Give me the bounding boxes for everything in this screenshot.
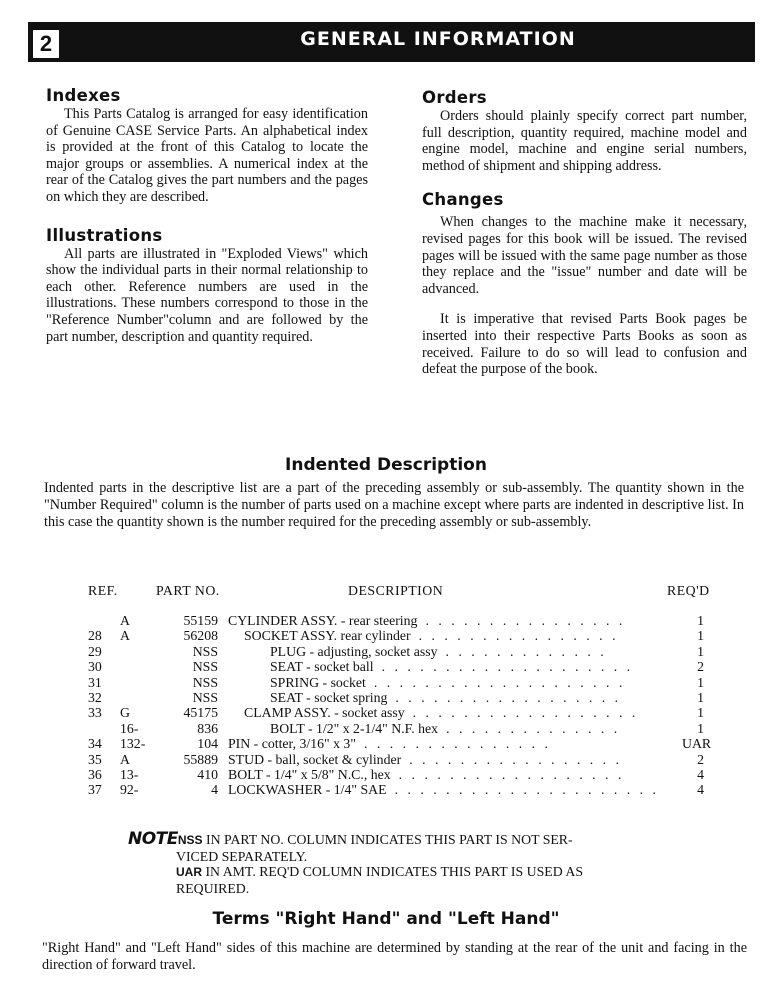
description-text: SEAT - socket ball: [270, 659, 374, 675]
note-uar-line: [128, 864, 688, 881]
orders-heading: Orders: [422, 88, 487, 107]
part-number-cell: NSS: [192, 674, 218, 690]
part-prefix-cell: G: [120, 705, 130, 721]
header-req: REQ'D: [667, 583, 710, 598]
ref-cell: 31: [88, 674, 102, 690]
ref-cell: 36: [88, 766, 102, 782]
note-nss-line: [128, 829, 688, 849]
description-cell: [228, 782, 659, 797]
leader-dots: . . . . . . . . . . . . . . . . . .: [412, 705, 639, 721]
table-row: [82, 736, 722, 751]
leader-dots: . . . . . . . . . . . . .: [445, 643, 607, 659]
uar-abbr: UAR: [176, 865, 202, 880]
parts-table: [82, 583, 722, 798]
illustrations-heading: Illustrations: [46, 225, 163, 245]
header-description: DESCRIPTION: [348, 583, 444, 598]
table-row: [82, 690, 722, 705]
table-row: [82, 721, 722, 736]
leader-dots: . . . . . . . . . . . . . . . .: [418, 628, 619, 644]
quantity-cell: 2: [697, 751, 704, 767]
description-cell: [228, 736, 551, 751]
table-row: [82, 644, 722, 659]
description-cell: [228, 613, 625, 628]
description-cell: [244, 628, 619, 643]
header-ref: REF.: [88, 583, 118, 598]
leader-dots: . . . . . . . . . . . . . . . . .: [409, 751, 623, 767]
indented-description-text: Indented parts in the descriptive list are a part of the preceding assembly or sub-assembly. The quantity shown in the "Number Required" column is the number of parts used on a machine except where parts are indented in descriptive list. In this case the quantity shown is the number required for the preceding assembly or sub-assembly.: [44, 480, 744, 530]
quantity-cell: 1: [697, 643, 704, 659]
leader-dots: . . . . . . . . . . . . . . . . . .: [398, 766, 625, 782]
table-row: [82, 752, 722, 767]
uar-text-2: REQUIRED.: [176, 880, 250, 896]
part-prefix-cell: 92-: [120, 782, 139, 798]
note-block: [128, 829, 688, 896]
part-number-cell: 55889: [183, 751, 218, 767]
uar-text-1: IN AMT. REQ'D COLUMN INDICATES THIS PART IS USED AS: [205, 864, 583, 880]
nss-text-2: VICED SEPARATELY.: [176, 848, 308, 864]
part-number-cell: 104: [197, 736, 218, 752]
leader-dots: . . . . . . . . . . . . . . .: [363, 736, 551, 752]
changes-heading: Changes: [422, 190, 504, 210]
part-prefix-cell: A: [120, 613, 130, 628]
ref-cell: 35: [88, 751, 102, 767]
ref-cell: 34: [88, 736, 102, 752]
ref-cell: 33: [88, 705, 102, 721]
table-row: [82, 675, 722, 690]
quantity-cell: 1: [697, 674, 704, 690]
part-number-cell: NSS: [192, 689, 218, 705]
description-cell: [228, 767, 624, 782]
description-cell: [270, 659, 633, 674]
table-row: [82, 705, 722, 720]
quantity-cell: 1: [697, 689, 704, 705]
quantity-cell: 1: [697, 705, 704, 721]
ref-cell: 30: [88, 659, 102, 675]
part-prefix-cell: A: [120, 628, 130, 644]
part-prefix-cell: 16-: [120, 720, 139, 736]
page-number: 2: [33, 30, 59, 58]
description-cell: [244, 705, 638, 720]
description-text: SPRING - socket: [270, 674, 366, 690]
quantity-cell: 4: [697, 782, 704, 798]
description-text: BOLT - 1/2" x 2-1/4" N.F. hex: [270, 720, 439, 736]
ref-cell: 28: [88, 628, 102, 644]
header-bar: [28, 22, 755, 62]
description-text: LOCKWASHER - 1/4" SAE: [228, 782, 387, 798]
description-text: BOLT - 1/4" x 5/8" N.C., hex: [228, 766, 391, 782]
description-cell: [270, 721, 620, 736]
table-row: [82, 659, 722, 674]
part-prefix-cell: 13-: [120, 766, 139, 782]
changes-text-2: It is imperative that revised Parts Book pages be inserted into their respective Parts Books as soon as received. Failure to do so will lead to confusion and defeat the purpose of the book.: [422, 311, 747, 378]
header-part-no: PART NO.: [156, 583, 220, 598]
table-body: [82, 613, 722, 798]
quantity-cell: 2: [697, 659, 704, 675]
right-column: [422, 88, 747, 378]
leader-dots: . . . . . . . . . . . . . . . . . .: [395, 689, 622, 705]
table-row: [82, 628, 722, 643]
part-number-cell: 45175: [183, 705, 218, 721]
table-row: [82, 767, 722, 782]
quantity-cell: 4: [697, 766, 704, 782]
part-number-cell: 55159: [183, 613, 218, 628]
quantity-cell: 1: [697, 613, 704, 628]
leader-dots: . . . . . . . . . . . . . . . . . . . . .: [394, 782, 659, 798]
description-cell: [228, 752, 622, 767]
description-text: SEAT - socket spring: [270, 689, 388, 705]
indented-description-heading: Indented Description: [285, 455, 487, 475]
note-mark: NOTE: [128, 829, 178, 849]
changes-text: When changes to the machine make it necessary, revised pages for this book will be issued. The revised pages will be issued with the same page number as those they replace and the "issue" number and date will be advanced.: [422, 214, 747, 297]
leader-dots: . . . . . . . . . . . . . .: [446, 720, 621, 736]
indexes-heading: Indexes: [46, 86, 121, 105]
part-number-cell: NSS: [192, 643, 218, 659]
terms-heading: Terms "Right Hand" and "Left Hand": [212, 909, 560, 929]
ref-cell: 37: [88, 782, 102, 798]
terms-text: "Right Hand" and "Left Hand" sides of this machine are determined by standing at the rear of the unit and facing in the direction of forward travel.: [42, 940, 747, 973]
illustrations-text: All parts are illustrated in "Exploded Views" which show the individual parts in their normal relationship to each other. Reference numbers are used in the illustrations. These numbers correspond to those in the "Reference Number"column and are followed by the part number, description and quantity required.: [46, 245, 368, 345]
left-column: [46, 86, 368, 345]
description-cell: [270, 644, 607, 659]
part-number-cell: 56208: [183, 628, 218, 644]
table-row: [82, 782, 722, 797]
table-row: [82, 613, 722, 628]
part-number-cell: 4: [211, 782, 218, 798]
description-cell: [270, 675, 625, 690]
part-prefix-cell: A: [120, 751, 130, 767]
nss-abbr: NSS: [177, 833, 203, 847]
description-text: STUD - ball, socket & cylinder: [228, 751, 402, 767]
indexes-text: This Parts Catalog is arranged for easy identification of Genuine CASE Service Parts. An alphabetical index is provided at the front of this Catalog to locate the major groups or assemblies. A numerical index at the rear of the Catalog gives the part numbers and the pages on which they are described.: [46, 106, 368, 205]
table-header: [82, 583, 722, 613]
leader-dots: . . . . . . . . . . . . . . . . . . . .: [381, 659, 634, 675]
description-text: PLUG - adjusting, socket assy: [270, 643, 438, 659]
part-prefix-cell: 132-: [120, 736, 146, 752]
part-number-cell: NSS: [192, 659, 218, 675]
nss-text-1: IN PART NO. COLUMN INDICATES THIS PART IS NOT SER-: [206, 832, 573, 847]
description-text: CYLINDER ASSY. - rear steering: [228, 613, 418, 628]
leader-dots: . . . . . . . . . . . . . . . . . . . .: [373, 674, 626, 690]
orders-text: Orders should plainly specify correct part number, full description, quantity required, machine model and engine model, machine and engine serial numbers, method of shipment and shipping address.: [422, 108, 747, 174]
page-title: GENERAL INFORMATION: [300, 28, 576, 50]
quantity-cell: 1: [697, 720, 704, 736]
part-number-cell: 836: [197, 720, 218, 736]
description-text: CLAMP ASSY. - socket assy: [244, 705, 405, 721]
ref-cell: 29: [88, 643, 102, 659]
leader-dots: . . . . . . . . . . . . . . . .: [425, 613, 626, 628]
description-text: SOCKET ASSY. rear cylinder: [244, 628, 411, 644]
ref-cell: 32: [88, 689, 102, 705]
description-cell: [270, 690, 621, 705]
quantity-cell: 1: [697, 628, 704, 644]
part-number-cell: 410: [197, 766, 218, 782]
description-text: PIN - cotter, 3/16" x 3": [228, 736, 356, 752]
quantity-cell: UAR: [682, 736, 712, 752]
